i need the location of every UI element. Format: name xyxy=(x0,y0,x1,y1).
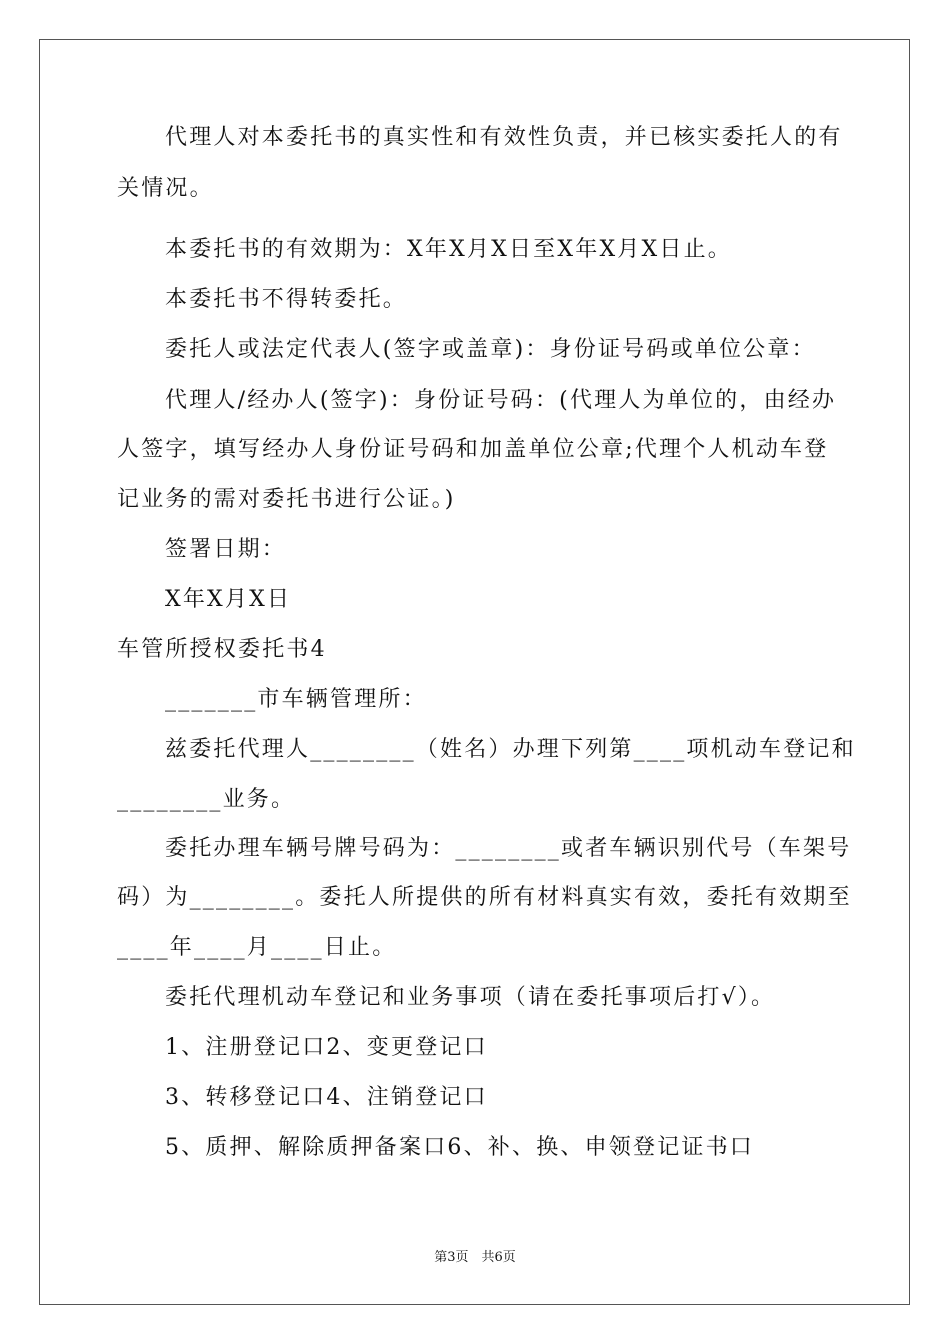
page-border xyxy=(39,39,910,1305)
page-number-footer: 第3页 共6页 xyxy=(434,1250,516,1265)
paragraph-line: X年X月X日 xyxy=(165,587,292,612)
paragraph-line: 关情况。 xyxy=(117,176,214,201)
paragraph-line: 本委托书的有效期为：X年X月X日至X年X月X日止。 xyxy=(165,237,732,262)
list-item: 3、转移登记口4、注销登记口 xyxy=(165,1085,488,1110)
paragraph-line: ____年____月____日止。 xyxy=(117,935,397,960)
paragraph-line: 人签字，填写经办人身份证号码和加盖单位公章;代理个人机动车登 xyxy=(117,437,829,462)
list-item: 5、质押、解除质押备案口6、补、换、申领登记证书口 xyxy=(165,1135,754,1160)
paragraph-line: ________业务。 xyxy=(117,787,296,812)
paragraph-line: 本委托书不得转委托。 xyxy=(165,287,408,312)
paragraph-line: 委托代理机动车登记和业务事项（请在委托事项后打√）。 xyxy=(165,985,776,1010)
paragraph-line: 代理人/经办人(签字)：身份证号码：(代理人为单位的，由经办 xyxy=(165,388,837,413)
paragraph-line: 代理人对本委托书的真实性和有效性负责，并已核实委托人的有 xyxy=(165,125,843,150)
paragraph-line: 记业务的需对委托书进行公证。) xyxy=(117,487,456,512)
paragraph-line: 委托办理车辆号牌号码为：________或者车辆识别代号（车架号 xyxy=(165,836,852,861)
section-heading: 车管所授权委托书4 xyxy=(117,637,327,662)
paragraph-line: 兹委托代理人________（姓名）办理下列第____项机动车登记和 xyxy=(165,737,856,762)
list-item: 1、注册登记口2、变更登记口 xyxy=(165,1035,488,1060)
paragraph-line: _______市车辆管理所： xyxy=(165,687,427,712)
paragraph-line: 委托人或法定代表人(签字或盖章)：身份证号码或单位公章： xyxy=(165,337,816,362)
paragraph-line: 码）为________。委托人所提供的所有材料真实有效，委托有效期至 xyxy=(117,885,852,910)
paragraph-line: 签署日期： xyxy=(165,537,287,562)
